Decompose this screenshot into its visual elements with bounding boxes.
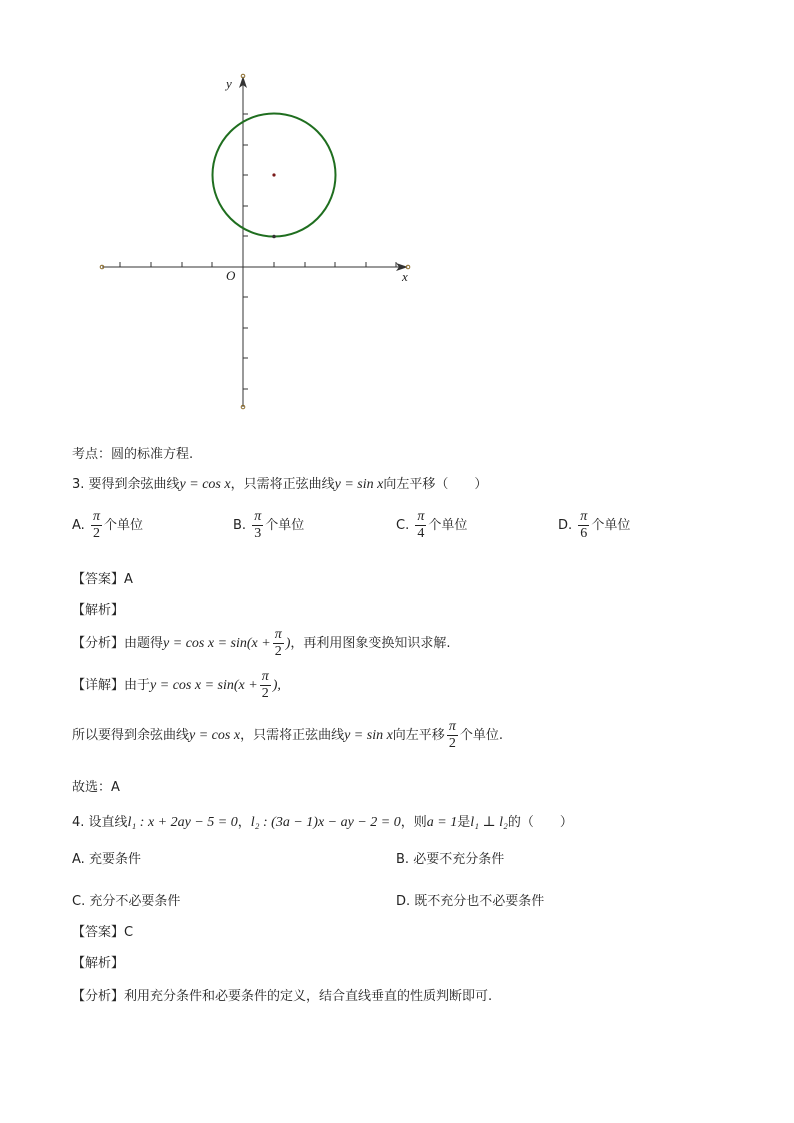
q3-stem: [72, 473, 487, 493]
q3-option-b-fraction: [252, 510, 263, 541]
q4-option-c-text: 充分不必要条件: [89, 894, 181, 909]
q3-option-d[interactable]: [558, 510, 630, 541]
q4-stem: [72, 811, 573, 831]
q3-option-b-den: 3: [254, 526, 262, 541]
q3-conclusion: [72, 720, 503, 751]
q3-concl-sin: y = sin x: [344, 728, 393, 743]
q3-concl-den: 2: [448, 736, 456, 751]
q3-option-a-den: 2: [92, 526, 100, 541]
q4-stem-pre: 4. 设直线: [72, 815, 128, 830]
q3-answer: [72, 568, 133, 587]
circle-figure: [90, 70, 420, 415]
q3-xiangjie-num: π: [261, 669, 269, 684]
q3-fenxi-den: 2: [274, 644, 282, 659]
q3-fenxi-close: ): [285, 636, 291, 651]
q4-stem-post: 的（ ）: [507, 815, 573, 830]
origin-label: O: [226, 268, 236, 283]
tangent-point: [272, 235, 276, 239]
q3-xiangjie: [72, 670, 281, 701]
q4-cond: a = 1: [426, 815, 458, 830]
q3-xiangjie-pre: 由于: [124, 678, 151, 693]
q3-option-a-letter: A.: [72, 518, 85, 533]
q4-option-d-text: 既不充分也不必要条件: [414, 894, 545, 909]
q3-fenxi-pre: 由题得: [124, 636, 164, 651]
q4-answer: [72, 921, 133, 940]
q3-stem-pre: 3. 要得到余弦曲线: [72, 477, 180, 492]
q3-xiangjie-tag: 【详解】: [72, 678, 125, 693]
q4-stem-mid2: 是: [457, 815, 471, 830]
q4-answer-tag: 【答案】: [72, 925, 125, 940]
q4-fenxi-text: 利用充分条件和必要条件的定义，结合直线垂直的性质判断即可.: [124, 989, 493, 1004]
q3-option-c-text: 个单位: [428, 518, 468, 533]
q3-option-d-fraction: [578, 510, 589, 541]
q3-concl-num: π: [448, 719, 456, 734]
q4-option-b-letter: B.: [396, 852, 410, 867]
q3-concl-mid: ，只需将正弦曲线: [240, 728, 345, 743]
q3-cos-expr: y = cos x: [179, 477, 231, 492]
q3-option-a[interactable]: [72, 510, 143, 541]
q4-option-d[interactable]: [396, 890, 544, 909]
q4-option-c-letter: C.: [72, 894, 86, 909]
q3-answer-tag: 【答案】: [72, 572, 125, 587]
x-ticks: [120, 262, 396, 267]
q3-concl-pre: 所以要得到余弦曲线: [72, 728, 190, 743]
circle-center-point: [272, 173, 275, 176]
q3-jiexi: 【解析】: [72, 603, 125, 618]
q3-fenxi-fraction: [273, 628, 284, 659]
q4-option-b-text: 必要不充分条件: [413, 852, 505, 867]
q4-jiexi: 【解析】: [72, 956, 125, 971]
q3-stem-post: 向左平移（ ）: [383, 477, 488, 492]
q3-fenxi: [72, 628, 451, 659]
q4-option-a-letter: A.: [72, 852, 85, 867]
q4-option-c[interactable]: [72, 890, 180, 909]
q3-option-c-num: π: [417, 509, 425, 524]
q3-fenxi-post: ，再利用图象变换知识求解.: [290, 636, 451, 651]
q4-option-a-text: 充要条件: [88, 852, 141, 867]
q3-option-c-letter: C.: [396, 518, 410, 533]
q3-option-a-fraction: [91, 510, 102, 541]
q3-option-b-text: 个单位: [265, 518, 305, 533]
q3-xiangjie-den: 2: [261, 686, 269, 701]
q4-sep: ，: [237, 815, 251, 830]
q4-l1: l₁ : x + 2ay − 5 = 0: [127, 815, 238, 830]
q4-l2: l₂ : (3a − 1)x − ay − 2 = 0: [250, 815, 401, 830]
q4-option-d-letter: D.: [396, 894, 411, 909]
q3-option-a-num: π: [92, 509, 100, 524]
q3-option-b-num: π: [254, 509, 262, 524]
q4-stem-mid: ，则: [400, 815, 427, 830]
q4-fenxi: [72, 985, 492, 1004]
q4-fenxi-tag: 【分析】: [72, 989, 125, 1004]
q4-answer-value: C: [124, 925, 134, 940]
q3-option-d-num: π: [580, 509, 588, 524]
q3-option-b-letter: B.: [233, 518, 247, 533]
q3-fenxi-num: π: [274, 627, 282, 642]
q4-perp: l₁ ⊥ l₂: [470, 815, 508, 830]
y-ticks: [243, 114, 248, 389]
q3-option-c[interactable]: [396, 510, 467, 541]
q3-fenxi-expr: y = cos x = sin(x +: [163, 636, 271, 651]
y-axis-label: y: [226, 76, 232, 91]
q3-guxuan: 故选：A: [72, 780, 120, 795]
q3-option-d-text: 个单位: [591, 518, 631, 533]
q3-concl-post: 个单位.: [459, 728, 503, 743]
q3-xiangjie-fraction: [260, 670, 271, 701]
kaodian-line: 考点：圆的标准方程.: [72, 447, 194, 462]
q3-option-d-den: 6: [580, 526, 588, 541]
q3-option-c-den: 4: [417, 526, 425, 541]
q3-option-d-letter: D.: [558, 518, 573, 533]
q3-xiangjie-close: ),: [272, 678, 281, 693]
q3-xiangjie-expr: y = cos x = sin(x +: [150, 678, 258, 693]
q4-option-a[interactable]: [72, 848, 141, 867]
q3-concl-cos: y = cos x: [189, 728, 241, 743]
q3-concl-fraction: [447, 720, 458, 751]
q3-sin-expr: y = sin x: [334, 477, 384, 492]
q3-answer-value: A: [124, 572, 133, 587]
q3-option-b[interactable]: [233, 510, 304, 541]
q3-option-a-text: 个单位: [103, 518, 143, 533]
x-axis-label: x: [402, 269, 408, 284]
q3-stem-mid: ，只需将正弦曲线: [230, 477, 335, 492]
q3-concl-mid2: 向左平移: [392, 728, 445, 743]
q3-option-c-fraction: [415, 510, 426, 541]
q3-fenxi-tag: 【分析】: [72, 636, 125, 651]
q4-option-b[interactable]: [396, 848, 504, 867]
